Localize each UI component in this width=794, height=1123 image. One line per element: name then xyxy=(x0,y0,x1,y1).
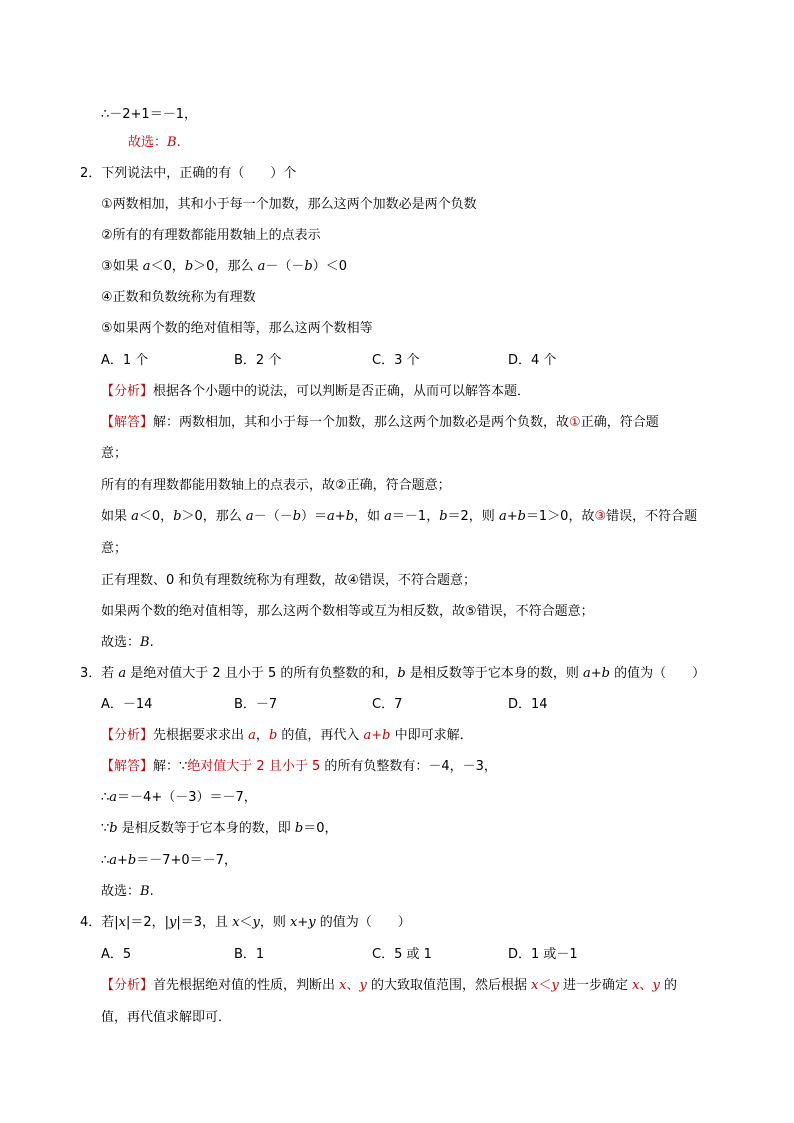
q4-analysis-line-1 xyxy=(101,977,677,995)
text: a+b xyxy=(498,509,526,524)
text: ∴－2+1＝－1， xyxy=(101,107,197,122)
q2-solution-line-3b: 意； xyxy=(101,541,128,556)
text: －（－ xyxy=(265,259,305,274)
q3-option-b: B．－7 xyxy=(234,697,278,712)
solution-tag: 【解答】 xyxy=(101,759,154,774)
text: ）＝ xyxy=(301,509,328,524)
text: x xyxy=(118,915,126,930)
q3-option-d: D．14 xyxy=(508,697,548,712)
text: x xyxy=(232,915,240,930)
text: b xyxy=(173,509,182,524)
text: ＝－7+0＝－7， xyxy=(136,853,237,868)
text: |＝2，| xyxy=(126,915,170,930)
text: b xyxy=(397,666,406,681)
q3-solution-line-3 xyxy=(101,820,337,838)
text: a xyxy=(248,728,256,743)
q3-analysis xyxy=(101,727,473,745)
q2-solution-line-5: 如果两个数的绝对值相等，那么这两个数相等或互为相反数，故⑤错误，不符合题意； xyxy=(101,604,594,619)
text: a xyxy=(384,509,392,524)
q3-solution-line-2 xyxy=(101,789,257,807)
q2-option-c: C．3 个 xyxy=(372,353,420,368)
text: ③如果 xyxy=(101,259,143,274)
text: y xyxy=(252,915,260,930)
q2-solution-line-2: 所有的有理数都能用数轴上的点表示，故②正确，符合题意； xyxy=(101,478,451,493)
text: . xyxy=(149,635,154,650)
text: y xyxy=(652,978,660,993)
text: B xyxy=(140,635,150,650)
text: 故选： xyxy=(101,884,141,899)
q4-option-c: C．5 或 1 xyxy=(372,947,432,962)
q2-statement-2: ②所有的有理数都能用数轴上的点表示 xyxy=(101,228,321,243)
text: 中即可求解． xyxy=(390,728,473,743)
text: 正确，符合题 xyxy=(580,415,659,430)
solution-tag: 【解答】 xyxy=(101,415,154,430)
q2-option-b: B．2 个 xyxy=(234,353,282,368)
text: 故选： xyxy=(128,135,168,150)
q2-option-d: D．4 个 xyxy=(508,353,557,368)
q2-analysis xyxy=(101,383,530,401)
q4-option-b: B．1 xyxy=(234,947,265,962)
text: x+y xyxy=(290,915,316,930)
text: ＜0， xyxy=(138,509,174,524)
text: 是绝对值大于 2 且小于 5 的所有负整数的和， xyxy=(126,666,398,681)
text: a xyxy=(245,509,254,524)
text: 、 xyxy=(346,978,360,993)
text: B xyxy=(140,884,150,899)
text: . xyxy=(149,884,154,899)
text: a+b xyxy=(582,666,610,681)
text: 故选： xyxy=(101,635,141,650)
text: 3．若 xyxy=(80,666,119,681)
q3-answer xyxy=(101,883,154,901)
text: ）＜0 xyxy=(312,259,347,274)
text: y xyxy=(359,978,367,993)
text: |＝3，且 xyxy=(176,915,233,930)
text: 解：∵ xyxy=(153,759,188,774)
text: 的大致取值范围，然后根据 xyxy=(366,978,532,993)
q4-option-d: D．1 或－1 xyxy=(508,947,578,962)
text: . xyxy=(176,135,181,150)
text: b xyxy=(184,259,194,274)
text: 先根据要求求出 xyxy=(153,728,249,743)
text: ＝2，则 xyxy=(447,509,499,524)
q3-option-c: C．7 xyxy=(372,697,403,712)
text: b xyxy=(292,509,302,524)
text: x xyxy=(531,978,539,993)
text: b xyxy=(268,728,278,743)
q2-option-a: A．1 个 xyxy=(101,353,149,368)
q3-stem xyxy=(80,665,705,683)
text: a xyxy=(118,666,127,681)
text: ，如 xyxy=(354,509,385,524)
text: ， xyxy=(255,728,269,743)
q2-solution-line-3 xyxy=(101,508,697,526)
analysis-tag: 【分析】 xyxy=(101,384,154,399)
text: B xyxy=(167,135,177,150)
text: a xyxy=(109,790,118,805)
text: 如果 xyxy=(101,509,132,524)
text: ＜0， xyxy=(150,259,185,274)
text: ∵ xyxy=(101,821,110,836)
text: 的值，再代入 xyxy=(277,728,364,743)
q2-solution-line-1 xyxy=(101,414,659,432)
text: ＝1＞0，故 xyxy=(525,509,595,524)
q2-statement-3 xyxy=(101,258,347,276)
text: 4．若| xyxy=(80,915,119,930)
text: 、 xyxy=(639,978,653,993)
text: b xyxy=(294,821,304,836)
text: ＝－1， xyxy=(391,509,440,524)
q2-stem: 2．下列说法中，正确的有（ ）个 xyxy=(80,166,297,181)
q2-solution-line-4: 正有理数、0 和负有理数统称为有理数，故④错误，不符合题意； xyxy=(101,573,477,588)
text: 是相反数等于它本身的数，即 xyxy=(117,821,295,836)
text: ＞0，那么 xyxy=(181,509,246,524)
text: a xyxy=(131,509,139,524)
text: a+b xyxy=(327,509,355,524)
text: b xyxy=(109,821,118,836)
text: 解：两数相加，其和小于每一个加数，那么这两个加数必是两个负数，故 xyxy=(153,415,570,430)
q2-statement-4: ④正数和负数统称为有理数 xyxy=(101,290,256,305)
analysis-tag: 【分析】 xyxy=(101,978,154,993)
text: 的值为（ ） xyxy=(315,915,411,930)
text: －（－ xyxy=(253,509,293,524)
text: b xyxy=(439,509,448,524)
text: 错误，不符合题 xyxy=(606,509,698,524)
text: ＝0， xyxy=(303,821,338,836)
text: ＞0，那么 xyxy=(193,259,258,274)
text: 是相反数等于它本身的数，则 xyxy=(405,666,583,681)
q4-option-a: A．5 xyxy=(101,947,132,962)
text: 绝对值大于 2 且小于 5 xyxy=(187,759,321,774)
text: y xyxy=(551,978,559,993)
text: x xyxy=(339,978,347,993)
text: a xyxy=(257,259,266,274)
text: 的 xyxy=(659,978,677,993)
q3-option-a: A．－14 xyxy=(101,697,153,712)
text: a xyxy=(142,259,151,274)
text: ＝－4+（－3）＝－7， xyxy=(117,790,257,805)
text: ＜ xyxy=(239,915,253,930)
text: x xyxy=(632,978,640,993)
text: 进一步确定 xyxy=(558,978,633,993)
text: 的值为（ ） xyxy=(609,666,706,681)
text: ，则 xyxy=(259,915,291,930)
q4-analysis-line-2: 值，再代值求解即可． xyxy=(101,1010,232,1025)
text: 的所有负整数有：－4，－3， xyxy=(320,759,497,774)
q4-stem xyxy=(80,914,411,932)
q2-answer xyxy=(101,634,154,652)
q3-solution-line-1 xyxy=(101,758,497,776)
text: b xyxy=(304,259,313,274)
text: a+b xyxy=(109,853,137,868)
q3-solution-line-4 xyxy=(101,852,237,870)
text: y xyxy=(169,915,177,930)
prev-answer xyxy=(128,134,181,152)
text: 根据各个小题中的说法，可以判断是否正确，从而可以解答本题． xyxy=(153,384,531,399)
text: ③ xyxy=(594,509,607,524)
prev-conclusion xyxy=(101,106,197,124)
analysis-tag: 【分析】 xyxy=(101,728,154,743)
text: ∴ xyxy=(101,853,110,868)
q2-solution-line-1b: 意； xyxy=(101,446,128,461)
text: ＜ xyxy=(538,978,552,993)
text: 首先根据绝对值的性质，判断出 xyxy=(153,978,340,993)
q2-statement-1: ①两数相加，其和小于每一个加数，那么这两个加数必是两个负数 xyxy=(101,197,477,212)
text: ① xyxy=(569,415,581,430)
text: ∴ xyxy=(101,790,110,805)
q2-statement-5: ⑤如果两个数的绝对值相等，那么这两个数相等 xyxy=(101,321,373,336)
text: a+b xyxy=(363,728,391,743)
